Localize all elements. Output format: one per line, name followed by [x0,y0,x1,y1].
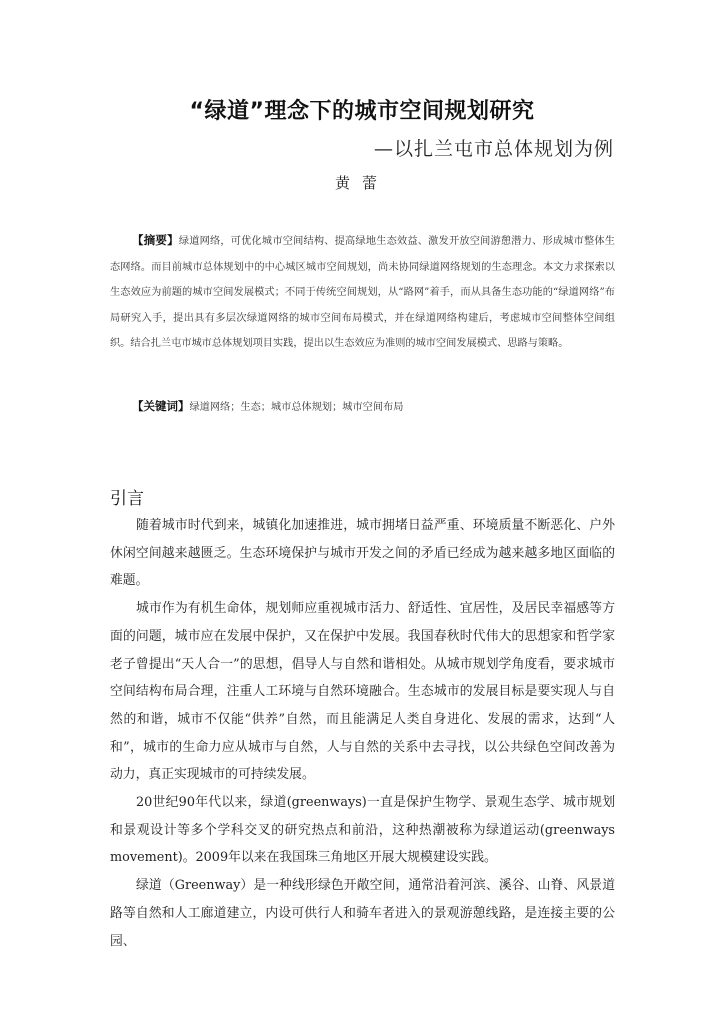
body-paragraph: 随着城市时代到来，城镇化加速推进，城市拥堵日益严重、环境质量不断恶化、户外休闲空间越来越匮乏。生态环境保护与城市开发之间的矛盾已经成为越来越多地区面临的难题。 [110,518,615,589]
keywords-block [110,398,615,414]
abstract-text: 绿道网络，可优化城市空间结构、提高绿地生态效益、激发开放空间游憩潜力、形成城市整体生态网络。而目前城市总体规划中的中心城区城市空间规划，尚未协同绿道网络规划的生态理念。本文力求探索以生态效应为前题的城市空间发展模式；不同于传统空间规划，从“路网”着手，而从具备生态功能的“绿道网络”布局研究入手，提出具有多层次绿道网络的城市空间布局模式，并在绿道网络构建后，考虑城市空间整体空间组织。结合扎兰屯市城市总体规划项目实践，提出以生态效应为准则的城市空间发展模式、思路与策略。 [110,236,615,349]
keywords-text: 绿道网络；生态；城市总体规划；城市空间布局 [189,402,404,413]
keywords-label: 【关键词】 [132,399,190,413]
abstract-block [110,228,615,357]
abstract-label: 【摘要】 [132,233,179,247]
body-paragraph: 绿道（Greenway）是一种线形绿色开敞空间，通常沿着河滨、溪谷、山脊、风景道路等自然和人工廊道建立，内设可供行人和骑车者进入的景观游憩线路，是连接主要的公园、 [110,878,615,949]
body-text [110,512,615,955]
body-paragraph: 20世纪90年代以来，绿道(greenways)一直是保护生物学、景观生态学、城市规划和景观设计等多个学科交叉的研究热点和前沿，这种热潮被称为绿道运动(greenways movement)。2009年以来在我国珠三角地区开展大规模建设实践。 [110,795,615,866]
paper-subtitle: —以扎兰屯市总体规划为例 [373,138,614,160]
abstract-paragraph [110,228,615,357]
paper-title: “绿道”理念下的城市空间规划研究 [189,99,535,124]
author-name: 黄蕾 [334,174,389,192]
body-paragraph: 城市作为有机生命体，规划师应重视城市活力、舒适性、宜居性，及居民幸福感等方面的问题，城市应在发展中保护，又在保护中发展。我国春秋时代伟大的思想家和哲学家老子曾提出“天人合一”的思想，倡导人与自然和谐相处。从城市规划学角度看，要求城市空间结构布局合理，注重人工环境与自然环境融合。生态城市的发展目标是要实现人与自然的和谐，城市不仅能“供养”自然，而且能满足人类自身进化、发展的需求，达到“人和”，城市的生命力应从城市与自然，人与自然的关系中去寻找，以公共绿色空间改善为动力，真正实现城市的可持续发展。 [110,601,615,783]
section-heading-introduction: 引言 [110,489,144,509]
